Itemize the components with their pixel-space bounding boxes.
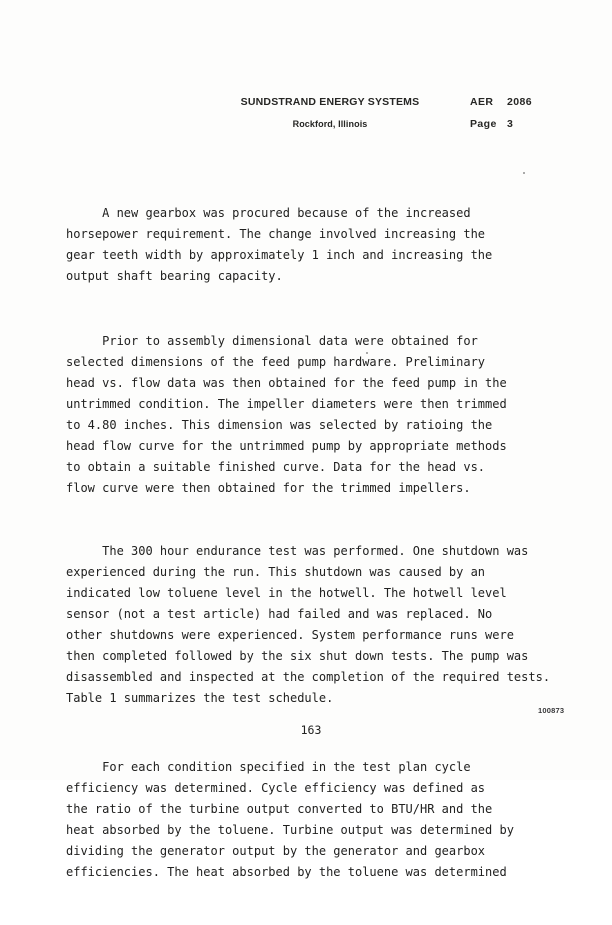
text-line: dividing the generator output by the generator and gearbox — [66, 844, 486, 858]
company-location: Rockford, Illinois — [292, 119, 368, 129]
text-line: to obtain a suitable finished curve. Data for the head vs. — [66, 460, 486, 474]
text-line: indicated low toluene level in the hotwell. The hotwell level — [66, 586, 507, 600]
page-value: 3 — [507, 118, 514, 130]
paragraph-4 — [66, 757, 550, 883]
text-line: efficiencies. The heat absorbed by the toluene was determined — [66, 865, 507, 879]
paragraph-2 — [66, 331, 550, 499]
text-line: experienced during the run. This shutdown was caused by an — [66, 565, 486, 579]
text-line: disassembled and inspected at the completion of the required tests. — [66, 670, 551, 684]
text-line: flow curve were then obtained for the trimmed impellers. — [66, 481, 471, 495]
text-line: head vs. flow data was then obtained for the feed pump in the — [66, 376, 507, 390]
letterhead — [228, 97, 432, 129]
scan-speck — [523, 172, 525, 174]
report-number-value: 2086 — [507, 96, 532, 108]
paragraph-3 — [66, 541, 550, 709]
text-line: heat absorbed by the toluene. Turbine output was determined by — [66, 823, 514, 837]
report-number-label: AER — [470, 96, 494, 108]
text-line: efficiency was determined. Cycle efficiency was defined as — [66, 781, 486, 795]
company-name: SUNDSTRAND ENERGY SYSTEMS — [240, 96, 420, 108]
text-line: sensor (not a test article) had failed and was replaced. No — [66, 607, 493, 621]
text-line: output shaft bearing capacity. — [66, 269, 283, 283]
text-line: to 4.80 inches. This dimension was selected by ratioing the — [66, 418, 493, 432]
text-line: the ratio of the turbine output converted to BTU/HR and the — [66, 802, 493, 816]
text-line: other shutdowns were experienced. System performance runs were — [66, 628, 514, 642]
page-number: 163 — [300, 723, 322, 737]
text-line: untrimmed condition. The impeller diameters were then trimmed — [66, 397, 507, 411]
document-body — [66, 161, 550, 925]
text-line: Table 1 summarizes the test schedule. — [66, 691, 334, 705]
text-line: For each condition specified in the test plan cycle — [66, 760, 471, 774]
text-line: selected dimensions of the feed pump hardware. Preliminary — [66, 355, 486, 369]
text-line: The 300 hour endurance test was performed. One shutdown was — [66, 544, 529, 558]
document-control-number: 100873 — [538, 706, 565, 715]
text-line: then completed followed by the six shut down tests. The pump was — [66, 649, 529, 663]
text-line: Prior to assembly dimensional data were obtained for — [66, 334, 478, 348]
scan-speck — [366, 352, 368, 354]
report-header — [470, 97, 532, 130]
text-line: horsepower requirement. The change involved increasing the — [66, 227, 486, 241]
page-label: Page — [470, 118, 497, 130]
text-line: head flow curve for the untrimmed pump by appropriate methods — [66, 439, 507, 453]
paragraph-1 — [66, 203, 550, 287]
text-line: A new gearbox was procured because of the increased — [66, 206, 471, 220]
text-line: gear teeth width by approximately 1 inch and increasing the — [66, 248, 493, 262]
